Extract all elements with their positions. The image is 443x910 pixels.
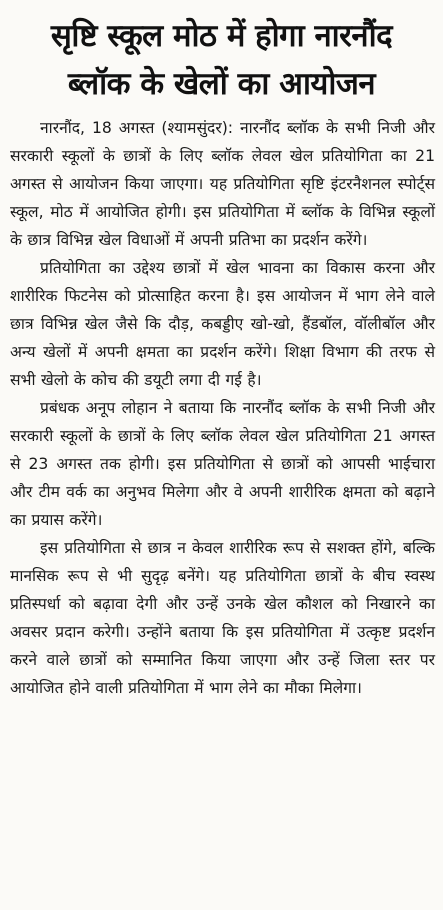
article-body [0,108,443,702]
article-paragraph-1: नारनौंद, 18 अगस्त (श्यामसुंदर): नारनौंद ब्लॉक के सभी निजी और सरकारी स्कूलों के छात्रों के लिए ब्लॉक लेवल खेल प्रतियोगिता का 21 अगस्त से आयोजन किया जाएगा। यह प्रतियोगिता सृष्टि इंटरनैशनल स्पोर्ट्स स्कूल, मोठ में आयोजित होगी। इस प्रतियोगिता में ब्लॉक के विभिन्न स्कूलों के छात्र विभिन्न खेल विधाओं में अपनी प्रतिभा का प्रदर्शन करेंगे। [10,119,435,249]
headline-line-1: सृष्टि स्कूल मोठ में होगा नारनौंद [50,18,393,54]
article-paragraph-3: प्रबंधक अनूप लोहान ने बताया कि नारनौंद ब्लॉक के सभी निजी और सरकारी स्कूलों के छात्रों के लिए ब्लॉक लेवल खेल प्रतियोगिता 21 अगस्त से 23 अगस्त तक होगी। इस प्रतियोगिता से छात्रों को आपसी भाईचारा और टीम वर्क का अनुभव मिलेगा और वे अपनी शारीरिक क्षमता को बढ़ाने का प्रयास करेंगे। [10,399,435,529]
article-paragraph-2: प्रतियोगिता का उद्देश्य छात्रों में खेल भावना का विकास करना और शारीरिक फिटनेस को प्रोत्साहित करना है। इस आयोजन में भाग लेने वाले छात्र विभिन्न खेल जैसे कि दौड़, कबड्डीए खो-खो, हैंडबॉल, वॉलीबॉल और अन्य खेलों में अपनी क्षमता का प्रदर्शन करेंगे। शिक्षा विभाग की तरफ से सभी खेलो के कोच की डयूटी लगा दी गई है। [10,259,435,389]
article-paragraph-4: इस प्रतियोगिता से छात्र न केवल शारीरिक रूप से सशक्त होंगे, बल्कि मानसिक रूप से भी सुदृढ़ बनेंगे। यह प्रतियोगिता छात्रों के बीच स्वस्थ प्रतिस्पर्धा को बढ़ावा देगी और उन्हें उनके खेल कौशल को निखारने का अवसर प्रदान करेगी। उन्होंने बताया कि इस प्रतियोगिता में उत्कृष्ट प्रदर्शन करने वाले छात्रों को सम्मानित किया जाएगा और उन्हें जिला स्तर पर आयोजित होने वाली प्रतियोगिता में भाग लेने का मौका मिलेगा। [10,539,435,697]
article-headline [0,0,443,108]
headline-line-2: ब्लॉक के खेलों का आयोजन [67,66,376,102]
